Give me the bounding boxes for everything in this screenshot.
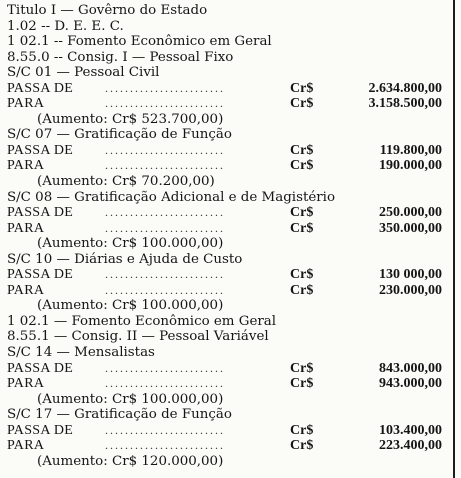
amount-label: PASSA DE [7,80,74,96]
amount-row [7,205,447,221]
amount-label: PARA [7,96,45,112]
heading-line: 1 02.1 -- Fomento Econômico em Geral [7,34,272,50]
amount-value: 2.634.800,00 [368,80,442,96]
amount-value: 103.400,00 [379,422,442,438]
heading-line: 1.02 -- D. E. E. C. [7,18,124,34]
amount-label: PARA [7,220,45,236]
leader-dots: ........................ [105,438,225,453]
amount-value: 350.000,00 [379,220,442,236]
increase-note: (Aumento: Cr$ 70.200,00) [37,174,215,190]
leader-dots: ........................ [105,96,225,111]
currency-symbol: Cr$ [290,376,314,392]
leader-dots: ........................ [105,282,225,297]
leader-dots: ........................ [105,80,225,95]
section-heading: S/C 17 — Gratificação de Função [7,407,232,423]
increase-note: (Aumento: Cr$ 523.700,00) [37,111,224,127]
amount-value: 223.400,00 [379,438,442,454]
amount-value: 230.000,00 [379,282,442,298]
section-heading: S/C 07 — Gratificação de Função [7,127,232,143]
leader-dots: ........................ [105,142,225,157]
increase-note: (Aumento: Cr$ 100.000,00) [37,298,224,314]
amount-row [7,81,447,97]
amount-row [7,267,447,283]
amount-row [7,283,447,299]
currency-symbol: Cr$ [290,220,314,236]
amount-row [7,96,447,112]
amount-label: PASSA DE [7,267,74,283]
currency-symbol: Cr$ [290,282,314,298]
currency-symbol: Cr$ [290,96,314,112]
increase-note: (Aumento: Cr$ 100.000,00) [37,391,224,407]
amount-row [7,361,447,377]
document-body [7,3,447,469]
currency-symbol: Cr$ [290,422,314,438]
section-heading: S/C 10 — Diárias e Ajuda de Custo [7,251,243,267]
leader-dots: ........................ [105,422,225,437]
heading-line: Titulo I — Govêrno do Estado [7,3,208,18]
amount-value: 130 000,00 [379,267,442,283]
leader-dots: ........................ [105,205,225,220]
leader-dots: ........................ [105,267,225,282]
currency-symbol: Cr$ [290,267,314,283]
heading-line: 1 02.1 — Fomento Econômico em Geral [7,313,277,329]
heading-line: 8.55.1 — Consig. II — Pessoal Variável [7,329,269,345]
amount-value: 843.000,00 [379,360,442,376]
leader-dots: ........................ [105,376,225,391]
amount-label: PARA [7,376,45,392]
amount-row [7,423,447,439]
amount-row [7,221,447,237]
amount-label: PASSA DE [7,142,74,158]
amount-row [7,438,447,454]
currency-symbol: Cr$ [290,205,314,221]
amount-label: PARA [7,282,45,298]
heading-line: 8.55.0 -- Consig. I — Pessoal Fixo [7,49,234,65]
increase-note: (Aumento: Cr$ 120.000,00) [37,453,224,469]
amount-value: 119.800,00 [379,142,442,158]
amount-label: PASSA DE [7,360,74,376]
amount-value: 190.000,00 [379,158,442,174]
amount-value: 250.000,00 [379,205,442,221]
currency-symbol: Cr$ [290,80,314,96]
amount-label: PASSA DE [7,422,74,438]
leader-dots: ........................ [105,220,225,235]
section-heading: S/C 14 — Mensalistas [7,345,155,361]
amount-label: PASSA DE [7,205,74,221]
amount-label: PARA [7,158,45,174]
currency-symbol: Cr$ [290,158,314,174]
section-heading: S/C 01 — Pessoal Civil [7,65,160,81]
leader-dots: ........................ [105,158,225,173]
currency-symbol: Cr$ [290,142,314,158]
amount-row [7,158,447,174]
amount-label: PARA [7,438,45,454]
amount-value: 943.000,00 [379,376,442,392]
increase-note: (Aumento: Cr$ 100.000,00) [37,236,224,252]
amount-row [7,376,447,392]
column-rule [453,0,455,478]
section-heading: S/C 08 — Gratificação Adicional e de Magistério [7,189,336,205]
leader-dots: ........................ [105,360,225,375]
amount-row [7,143,447,159]
amount-value: 3.158.500,00 [368,96,442,112]
currency-symbol: Cr$ [290,438,314,454]
currency-symbol: Cr$ [290,360,314,376]
